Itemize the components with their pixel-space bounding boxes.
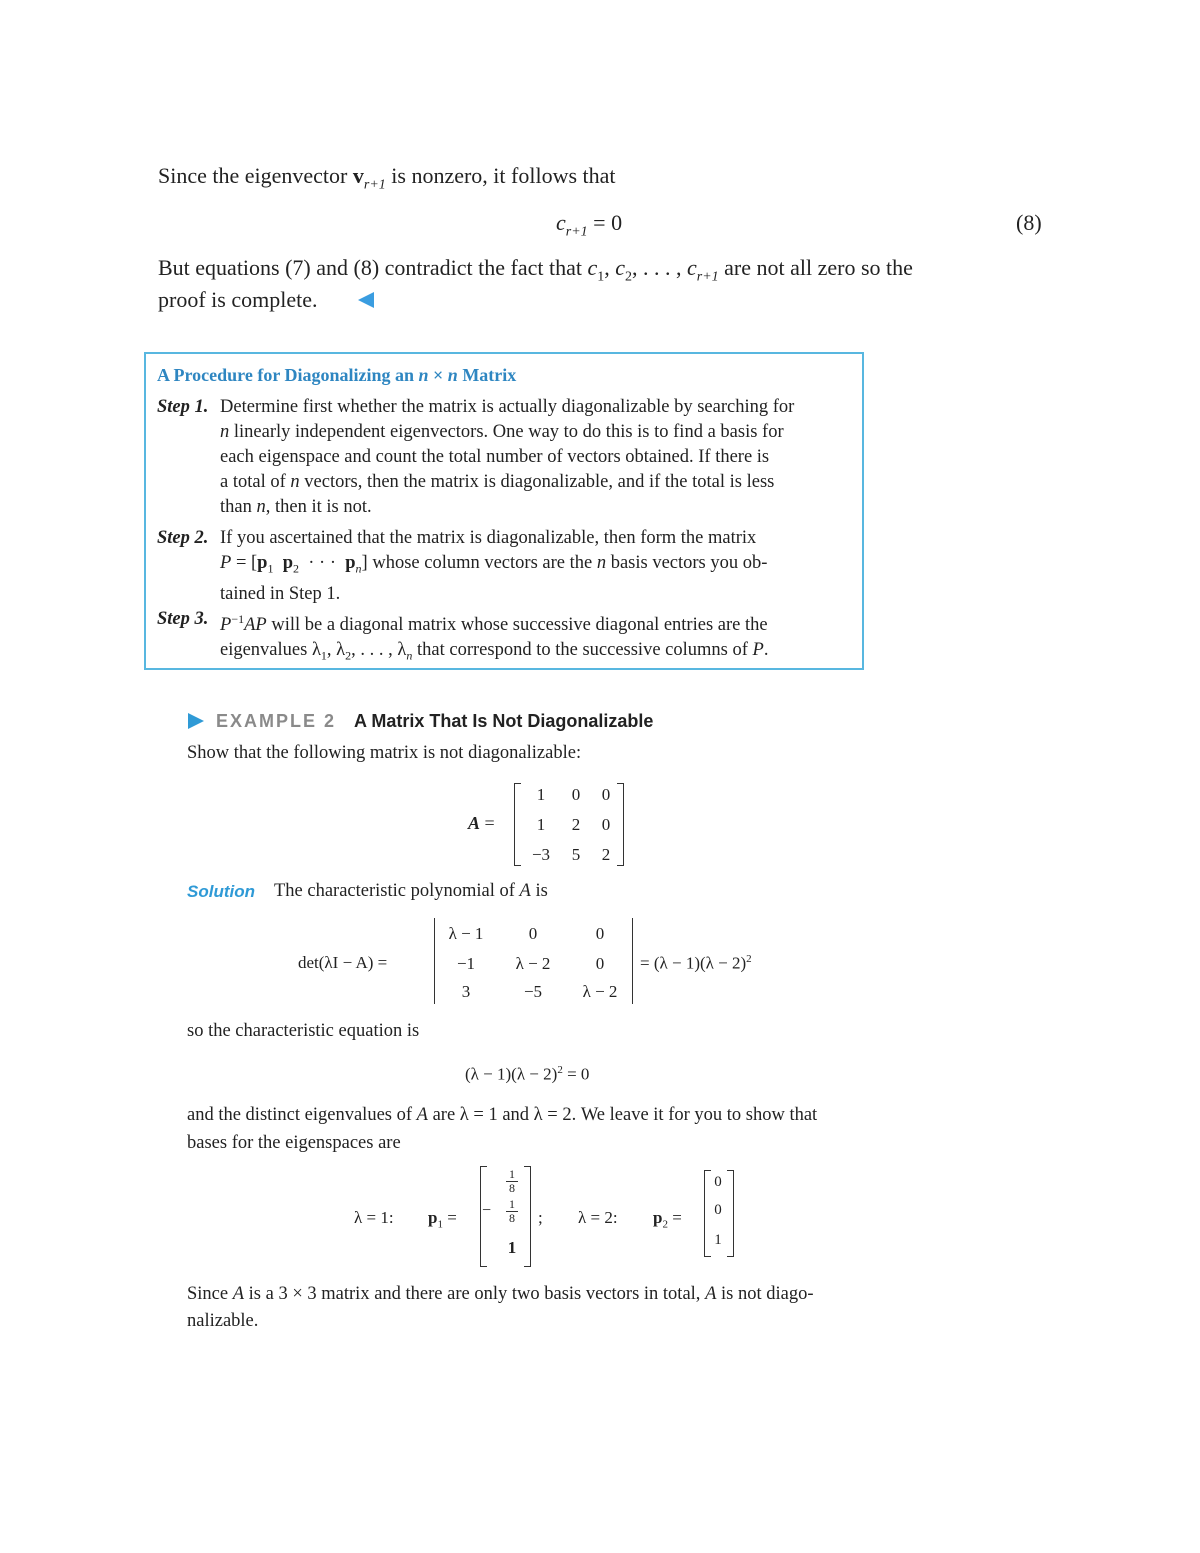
det-rhs: = $(\lambda - 1)(\lambda - 2)^2$ — [640, 953, 752, 973]
equation-number: (8) — [1016, 210, 1042, 235]
fraction-denominator: 8 — [509, 1211, 515, 1225]
example-label: EXAMPLE 2 — [216, 711, 337, 731]
p2-entry: 0 — [714, 1174, 722, 1190]
fraction-numerator: 1 — [506, 1168, 518, 1182]
det-cell: 0 — [595, 924, 605, 943]
matrix-a-cell: 2 — [601, 845, 611, 864]
matrix-a-cell: 0 — [601, 785, 611, 804]
det-cell: −5 — [523, 982, 543, 1001]
fraction-denominator: 8 — [509, 1181, 515, 1195]
matrix-a-cell: −3 — [531, 845, 551, 864]
matrix-a-cell: 2 — [571, 815, 581, 834]
lambda-2-label: λ = 2: — [578, 1208, 618, 1227]
example-prompt: Show that the following matrix is not diagonalizable: — [187, 743, 582, 763]
det-cell: −1 — [456, 954, 476, 973]
intro-line-1: Since the eigenvector $v_{r+1}$ is nonzero, it follows that — [158, 163, 616, 193]
intro-line-2: But equations (7) and (8) contradict the fact that $c_1$, $c_2$, . . . , $c_{r+1}$ are not all zero so the — [158, 255, 913, 285]
char-equation: $(\lambda - 1)(\lambda - 2)^2 = 0$ — [465, 1064, 590, 1084]
det-cell: 0 — [528, 924, 538, 943]
procedure-title: A Procedure for Diagonalizing an n × n Matrix — [157, 365, 517, 385]
det-cell: 3 — [461, 982, 471, 1001]
right-triangle-icon — [188, 713, 204, 729]
p2-entry: 1 — [714, 1232, 722, 1248]
solution-text: The characteristic polynomial of A is — [274, 881, 548, 901]
p1-entry: 1 — [507, 1238, 517, 1257]
left-triangle-icon — [358, 292, 374, 308]
det-cell: 0 — [595, 954, 605, 973]
det-lhs: det(λI − A) = — [298, 953, 388, 972]
matrix-a-left-bracket — [514, 783, 521, 866]
matrix-a-cell: 0 — [601, 815, 611, 834]
step-3-label: Step 3. — [157, 609, 209, 629]
step-1-label: Step 1. — [157, 397, 209, 417]
p2-entry: 0 — [714, 1202, 722, 1218]
matrix-a-cell: 5 — [571, 845, 581, 864]
solution-label: Solution — [187, 882, 255, 901]
matrix-a-cell: 0 — [571, 785, 581, 804]
conclusion-text: Since A is a 3 × 3 matrix and there are only two basis vectors in total, A is not diago- nalizable. — [187, 1284, 814, 1331]
det-cell: λ − 1 — [448, 924, 484, 943]
step-2-label: Step 2. — [157, 528, 209, 548]
step-1-text: Determine first whether the matrix is actually diagonalizable by searching for n linearly independent eigenvectors. One way to do this is to find a basis for each eigenspace and count the total number of vectors obtained. If there is a total of n vectors, then the matrix is diagonalizable, and if the total is less than n, then it is not. — [220, 397, 795, 517]
distinct-eigenvalues-text: and the distinct eigenvalues of A are λ = 1 and λ = 2. We leave it for you to show that bases for the eigenspaces are — [187, 1105, 818, 1153]
p2-label: $p_2$ = — [653, 1208, 682, 1231]
minus-sign: − — [482, 1202, 492, 1219]
vector-v: v — [352, 163, 364, 188]
step-2-text: If you ascertained that the matrix is diagonalizable, then form the matrix $P = [p_1$ $p_2$ · · · $p_n$] whose column vectors are the n basis vectors you ob- tained in Step 1. — [220, 528, 768, 604]
fraction-numerator: 1 — [506, 1198, 518, 1212]
char-eq-intro: so the characteristic equation is — [187, 1021, 420, 1041]
det-cell: λ − 2 — [515, 954, 551, 973]
lambda-1-label: λ = 1: — [354, 1208, 394, 1227]
intro-line-3: proof is complete. — [158, 287, 318, 312]
step-3-text: $P^{-1}AP$ will be a diagonal matrix whose successive diagonal entries are the eigenvalues $\lambda_1$, $\lambda_2$, . . . , $\lambda_n$ that correspond to the successive columns of P. — [220, 612, 769, 663]
matrix-a-label: A = — [468, 813, 495, 833]
example-title: A Matrix That Is Not Diagonalizable — [354, 711, 654, 731]
equation-8: $c_{r+1} = 0$ — [556, 210, 623, 240]
p1-label: $p_1$ = — [428, 1208, 457, 1231]
matrix-a-cell: 1 — [536, 785, 546, 804]
separator: ; — [538, 1208, 543, 1227]
matrix-a-cell: 1 — [536, 815, 546, 834]
det-cell: λ − 2 — [582, 982, 618, 1001]
